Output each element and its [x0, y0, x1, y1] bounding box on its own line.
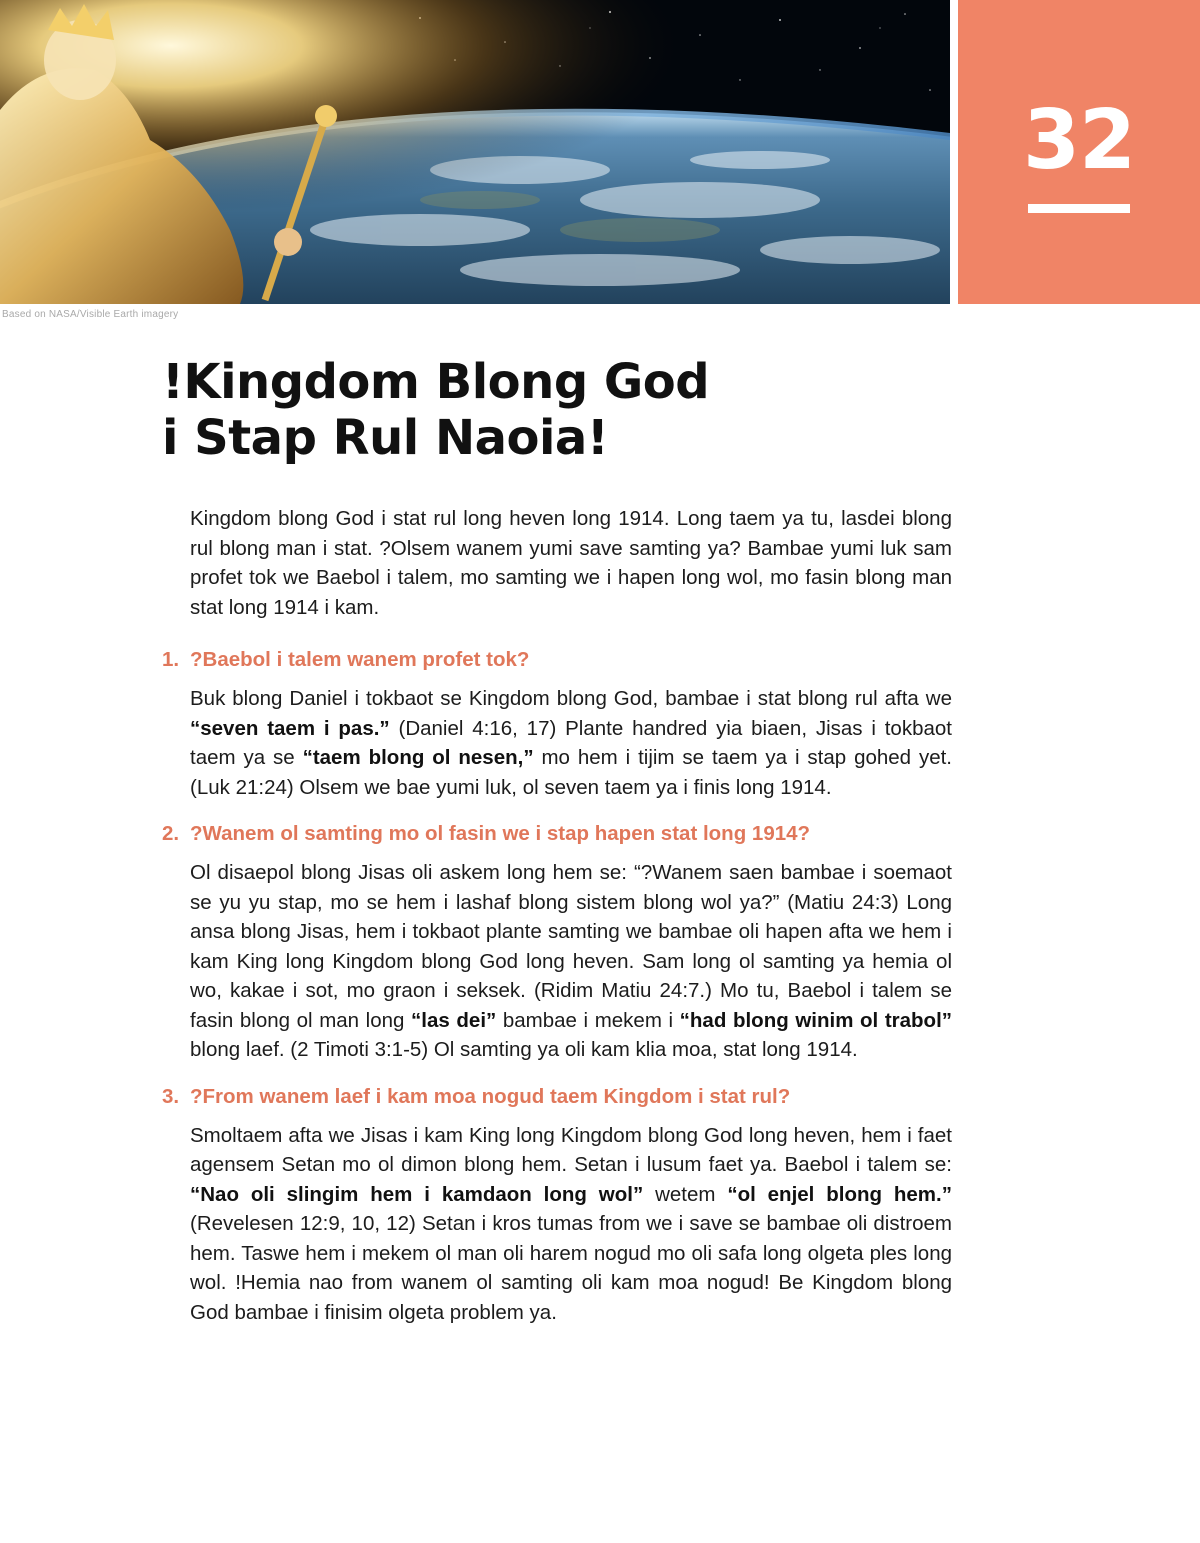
lesson-number-tab: [958, 0, 1200, 304]
text-run: mo hem i tijim se taem ya i stap gohed yet. (Luk 21:24) Olsem we bae yumi luk, ol seven taem ya i finis long 1914.: [190, 746, 953, 799]
section-1-number: 1.: [162, 648, 180, 671]
section-1-paragraph: [190, 684, 952, 802]
text-run: (Revelesen 12:9, 10, 12) Setan i kros tumas from we i save se bambae oli distroem hem. Taswe hem i mekem ol man oli harem nogud mo oli safa long olgeta ples long wol. !Hemia nao from wanem ol samting oli kam moa nogud! Be Kingdom blong God bambae i finisim olgeta problem ya.: [190, 1212, 952, 1324]
page-title: [162, 354, 709, 466]
text-run: Ol disaepol blong Jisas oli askem long hem se: “?Wanem saen bambae i soemaot se yu yu stap, mo se hem i lashaf blong sistem blong wol ya?” (Matiu 24:3) Long ansa blong Jisas, hem i tokbaot plante samting we bambae oli hapen afta we hem i kam King long Kingdom blong God long heven. Sam long ol samting ya hemia ol wo, kakae i sot, mo graon i seksek. (Ridim Matiu 24:7.) Mo tu, Baebol i talem se fasin blong ol man long: [190, 861, 952, 1032]
section-3-question-text: ?From wanem laef i kam moa nogud taem Kingdom i stat rul?: [190, 1084, 791, 1108]
emphasis-quote: “had blong winim ol trabol”: [679, 1008, 953, 1032]
page-title-line-1: !Kingdom Blong God: [162, 354, 710, 410]
text-run: (Daniel 4:16, 17) Plante handred yia biaen, Jisas i tokbaot taem ya se: [190, 716, 952, 769]
hero-image: [0, 0, 950, 304]
text-run: wetem: [643, 1182, 728, 1206]
intro-paragraph: Kingdom blong God i stat rul long heven long 1914. Long taem ya tu, lasdei blong rul blong man i stat. ?Olsem wanem yumi save samting ya? Bambae yumi luk sam profet tok we Baebol i talem, mo samting we i hapen long wol, mo fasin blong man stat long 1914 i kam.: [190, 507, 952, 619]
section-2-question-text: ?Wanem ol samting mo ol fasin we i stap hapen stat long 1914?: [190, 822, 811, 845]
lesson-body: [162, 504, 952, 1345]
lesson-number-underline: [1028, 204, 1130, 213]
text-run: blong laef. (2 Timoti 3:1-5) Ol samting ya oli kam klia moa, stat long 1914.: [190, 1038, 858, 1061]
text-run: bambae i mekem i: [496, 1008, 680, 1032]
section-2: [162, 820, 952, 1065]
section-1-question-text: ?Baebol i talem wanem profet tok?: [190, 648, 530, 671]
emphasis-quote: “taem blong ol nesen,”: [302, 746, 534, 769]
earth-from-space-illustration: [0, 0, 950, 304]
section-2-paragraph: [190, 858, 952, 1065]
text-run: Smoltaem afta we Jisas i kam King long Kingdom blong God long heven, hem i faet agensem Setan mo ol dimon blong hem. Setan i lusum faet ya. Baebol i talem se:: [190, 1123, 952, 1176]
section-3-paragraph: [190, 1121, 952, 1328]
section-1: [162, 646, 952, 802]
section-3-question: [162, 1083, 952, 1111]
text-run: Buk blong Daniel i tokbaot se Kingdom blong God, bambae i stat blong rul afta we: [190, 687, 952, 710]
emphasis-quote: “ol enjel blong hem.”: [727, 1182, 952, 1206]
lesson-number: 32: [1022, 93, 1136, 188]
section-3: [162, 1083, 952, 1328]
section-2-question: [162, 820, 952, 848]
emphasis-quote: “seven taem i pas.”: [190, 716, 390, 740]
emphasis-quote: “Nao oli slingim hem i kamdaon long wol”: [190, 1182, 644, 1206]
section-2-number: 2.: [162, 822, 180, 845]
section-3-number: 3.: [162, 1084, 180, 1108]
section-1-question: [162, 646, 952, 674]
page-title-line-2: i Stap Rul Naoia!: [162, 410, 609, 466]
emphasis-quote: “las dei”: [411, 1008, 497, 1032]
image-credit: Based on NASA/Visible Earth imagery: [2, 309, 179, 320]
